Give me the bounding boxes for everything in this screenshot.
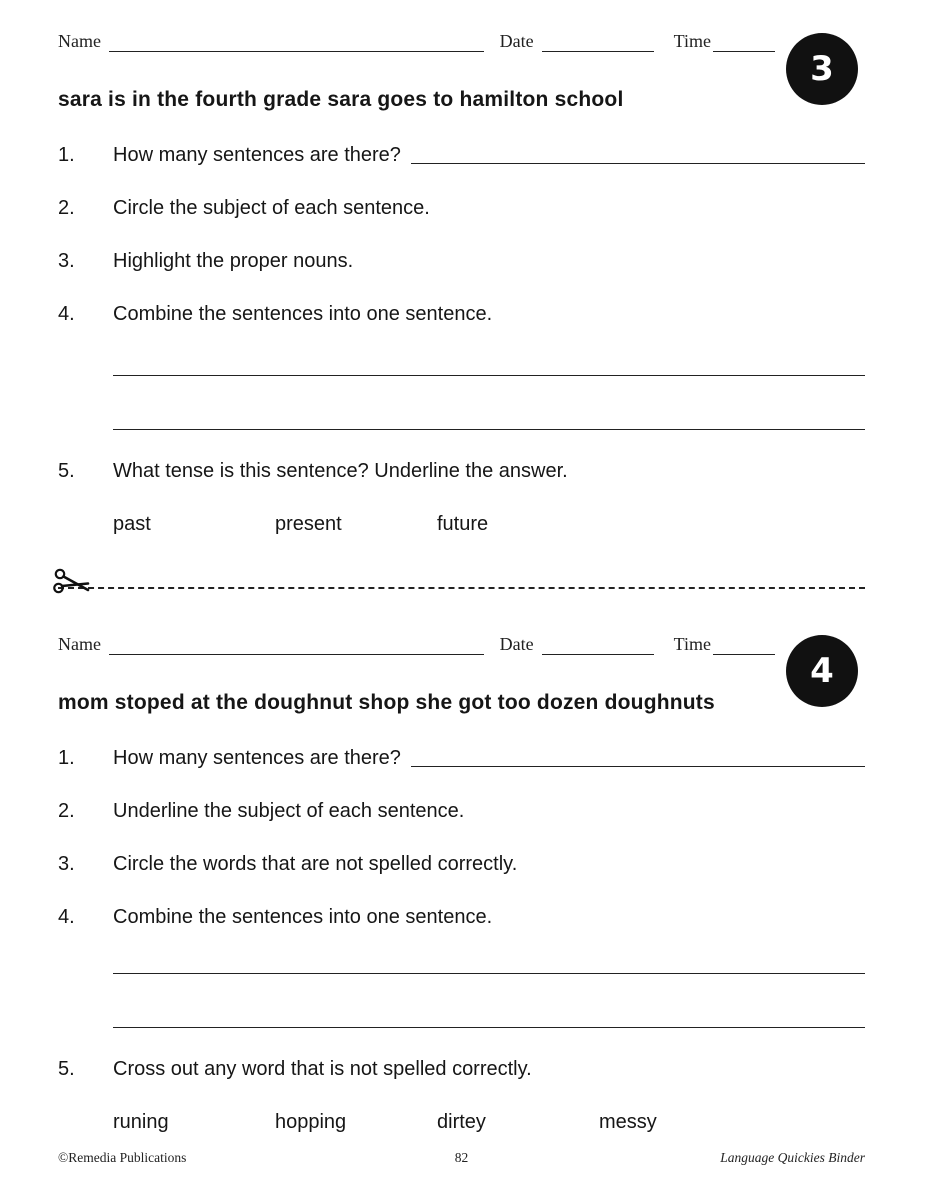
question-text: Combine the sentences into one sentence. (113, 906, 493, 928)
question-row (58, 747, 865, 770)
question-number: 5. (58, 460, 75, 482)
worksheet-section-4 (58, 633, 865, 1134)
question-number: 5. (58, 1058, 75, 1080)
question-number: 1. (58, 144, 75, 166)
option-word: past (113, 513, 151, 535)
option-word: present (275, 513, 342, 535)
header-row (58, 30, 775, 52)
cut-here-line (58, 587, 865, 589)
question-row (58, 906, 865, 929)
exercise-sentence: sara is in the fourth grade sara goes to hamilton school (58, 88, 624, 111)
option-word: future (437, 513, 489, 535)
option-word: hopping (275, 1111, 347, 1133)
question-row (58, 853, 865, 876)
scissors-icon (52, 566, 94, 598)
write-line (113, 429, 865, 430)
question-text: What tense is this sentence? Underline the answer. (113, 460, 568, 482)
name-line (109, 46, 484, 52)
answer-options (113, 1111, 865, 1134)
date-line (542, 649, 654, 655)
time-label: Time (673, 634, 711, 654)
question-number: 4. (58, 303, 75, 325)
name-label: Name (58, 31, 101, 51)
exercise-sentence: mom stoped at the doughnut shop she got too dozen doughnuts (58, 691, 715, 714)
question-row (58, 197, 865, 220)
question-number: 1. (58, 747, 75, 769)
question-text: Circle the words that are not spelled correctly. (113, 853, 518, 875)
write-line (113, 375, 865, 376)
option-word: runing (113, 1111, 169, 1133)
question-text: Combine the sentences into one sentence. (113, 303, 493, 325)
time-line (713, 649, 775, 655)
question-row (58, 1058, 865, 1081)
book-title: Language Quickies Binder (720, 1150, 865, 1165)
answer-line (411, 747, 865, 767)
write-line (113, 973, 865, 974)
write-line (113, 1027, 865, 1028)
name-label: Name (58, 634, 101, 654)
answer-line (411, 144, 865, 164)
question-text: Circle the subject of each sentence. (113, 197, 430, 219)
publisher-credit: ©Remedia Publications (58, 1150, 187, 1165)
question-number: 2. (58, 800, 75, 822)
date-line (542, 46, 654, 52)
page-footer (58, 1150, 865, 1166)
question-row (58, 250, 865, 273)
question-number: 3. (58, 853, 75, 875)
section-number-badge: 4 (786, 635, 858, 707)
question-text: How many sentences are there? (113, 144, 401, 166)
option-word: messy (599, 1111, 657, 1133)
name-line (109, 649, 484, 655)
question-number: 4. (58, 906, 75, 928)
question-text: Cross out any word that is not spelled correctly. (113, 1058, 532, 1080)
question-number: 3. (58, 250, 75, 272)
answer-options (113, 513, 865, 536)
section-number-badge: 3 (786, 33, 858, 105)
date-label: Date (499, 31, 534, 51)
worksheet-section-3 (58, 30, 865, 536)
question-row (58, 144, 865, 167)
option-word: dirtey (437, 1111, 486, 1133)
header-row (58, 633, 775, 655)
question-text: Highlight the proper nouns. (113, 250, 354, 272)
question-number: 2. (58, 197, 75, 219)
question-row (58, 460, 865, 483)
time-label: Time (673, 31, 711, 51)
question-row (58, 800, 865, 823)
question-text: How many sentences are there? (113, 747, 401, 769)
date-label: Date (499, 634, 534, 654)
question-text: Underline the subject of each sentence. (113, 800, 465, 822)
time-line (713, 46, 775, 52)
question-row (58, 303, 865, 326)
page-number: 82 (454, 1150, 469, 1165)
